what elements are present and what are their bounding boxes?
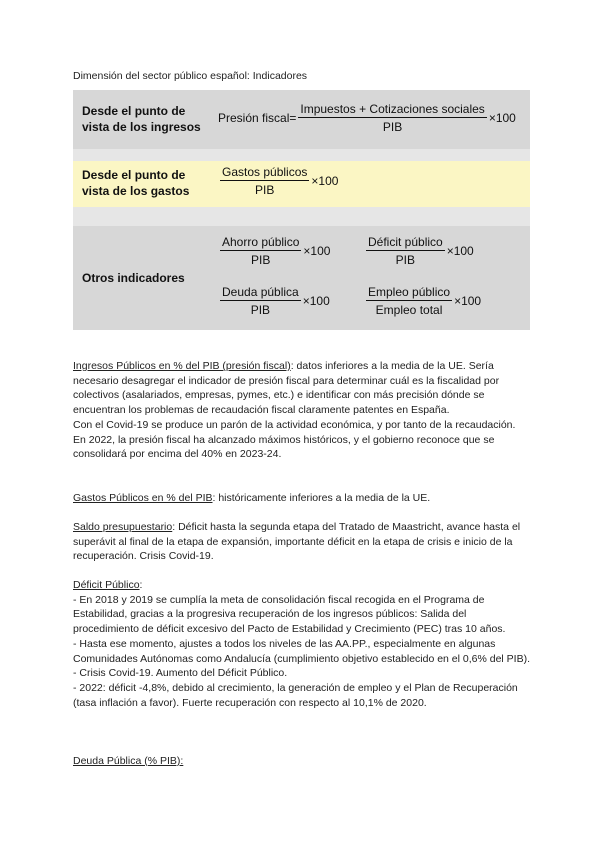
ingresos-section — [73, 359, 533, 462]
public-deficit-fraction — [366, 235, 445, 267]
indicators-table — [73, 90, 530, 330]
fraction-denominator: PIB — [250, 303, 271, 317]
public-spending-fraction — [220, 165, 309, 197]
fiscal-pressure-fraction — [298, 102, 486, 134]
spending-row-heading — [82, 167, 189, 199]
fiscal-pressure-formula — [218, 102, 516, 134]
public-deficit-formula — [365, 235, 474, 267]
public-employment-formula — [365, 285, 481, 317]
deuda-heading: Deuda Pública (% PIB): — [73, 755, 184, 767]
ingresos-paragraph — [73, 359, 533, 418]
fraction-numerator: Deuda pública — [222, 285, 299, 299]
income-row-heading — [82, 103, 201, 135]
multiplier: ×100 — [303, 244, 331, 258]
deficit-item: - Crisis Covid-19. Aumento del Déficit Público. — [73, 667, 288, 680]
ingresos-2022-text: En 2022, la presión fiscal ha alcanzado máximos históricos, y el gobierno reconoce que se consolidará por encima del 40% en 2023-24. — [73, 433, 495, 461]
public-savings-fraction — [220, 235, 301, 267]
public-spending-formula — [219, 165, 338, 197]
band-separator — [73, 207, 530, 226]
saldo-section — [73, 520, 533, 564]
fraction-numerator: Gastos públicos — [222, 165, 308, 179]
gastos-heading: Gastos Públicos en % del PIB — [73, 492, 213, 504]
multiplier: ×100 — [488, 111, 516, 125]
fraction-denominator: Empleo total — [375, 303, 443, 317]
deficit-item: - Hasta ese momento, ajustes a todos los niveles de las AA.PP., especialmente en algunas Comunidades Autónomas como Andalucía (cumplimiento objetivo establecido en el 0,6% del PIB). — [73, 637, 531, 665]
deficit-heading: Déficit Público — [73, 579, 140, 591]
gastos-section — [73, 491, 533, 506]
public-debt-formula — [219, 285, 330, 317]
saldo-text: : Déficit hasta la segunda etapa del Tratado de Maastricht, avance hasta el superávit al final de la etapa de expansión, importante déficit en la etapa de crisis e inicio de la recuperación. Crisis Covid-19. — [73, 521, 521, 563]
multiplier: ×100 — [454, 294, 482, 308]
spending-row-heading-line1: Desde el punto de — [82, 168, 186, 182]
fraction-denominator: PIB — [251, 253, 271, 267]
fiscal-pressure-label: Presión fiscal= — [218, 111, 297, 125]
fraction-numerator: Impuestos + Cotizaciones sociales — [300, 102, 485, 116]
band-separator — [73, 149, 530, 161]
fraction-numerator: Déficit público — [368, 235, 443, 249]
deficit-heading-colon: : — [139, 579, 143, 591]
public-savings-formula — [219, 235, 330, 267]
income-row-heading-line1: Desde el punto de — [82, 104, 186, 118]
deficit-item: - 2022: déficit -4,8%, debido al crecimiento, la generación de empleo y el Plan de Recuperación (tasa inflación a favor). Fuerte recuperación con respecto al 10,1% de 2020. — [73, 681, 518, 709]
income-row-heading-line2: vista de los ingresos — [82, 120, 201, 134]
spending-row-heading-line2: vista de los gastos — [82, 184, 190, 198]
fraction-denominator: PIB — [382, 120, 403, 134]
multiplier: ×100 — [302, 294, 330, 308]
fraction-numerator: Ahorro público — [222, 235, 300, 249]
multiplier: ×100 — [311, 174, 339, 188]
page-title: Dimensión del sector público español: Indicadores — [73, 70, 308, 82]
ingresos-covid-text: Con el Covid-19 se produce un parón de la actividad económica, y por tanto de la recaudación. — [73, 418, 516, 431]
multiplier: ×100 — [446, 244, 474, 258]
ingresos-text: : datos inferiores a la media de la UE. Sería necesario desagregar el indicador de presión fiscal para determinar cuál es la fiscalidad por colectivos (asalariados, empresas, pymes, etc.) e identificar con más precisión dónde se encuentran los problemas de recaudación fiscal claramente patentes en España. — [73, 360, 500, 417]
public-employment-fraction — [366, 285, 452, 317]
fraction-denominator: PIB — [395, 253, 416, 267]
other-row-heading: Otros indicadores — [82, 271, 185, 285]
deficit-item: - En 2018 y 2019 se cumplía la meta de consolidación fiscal recogida en el Programa de Estabilidad, gracias a la progresiva recuperación de los ingresos públicos: Salida del procedimiento de déficit excesivo del Pacto de Estabilidad y Crecimiento (PEC) tras 10 años. — [73, 593, 506, 636]
public-debt-fraction — [220, 285, 301, 317]
fraction-numerator: Empleo público — [368, 285, 451, 299]
deficit-section — [73, 578, 533, 710]
deuda-section — [73, 754, 533, 769]
saldo-heading: Saldo presupuestario — [73, 521, 173, 533]
gastos-text: : históricamente inferiores a la media de la UE. — [212, 492, 431, 504]
ingresos-heading: Ingresos Públicos en % del PIB (presión fiscal) — [73, 360, 291, 372]
fraction-denominator: PIB — [255, 183, 275, 197]
